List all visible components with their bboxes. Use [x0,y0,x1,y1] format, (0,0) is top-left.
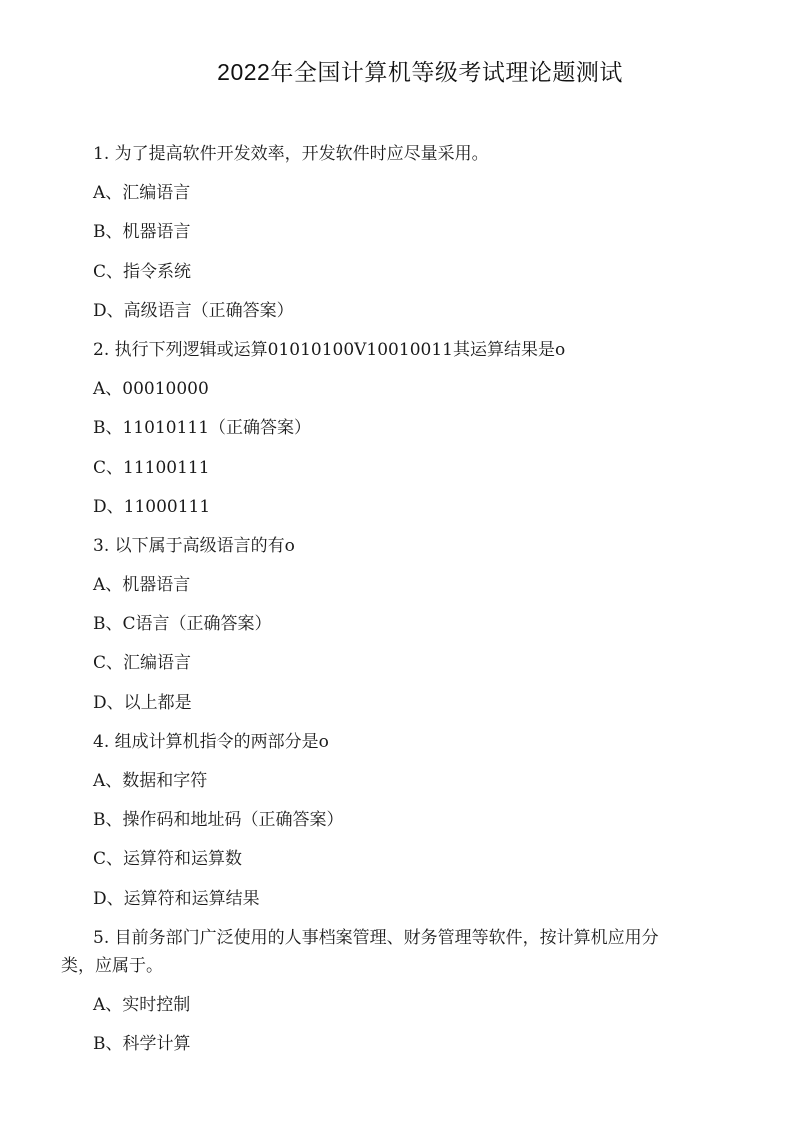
question-1-option-b: B、机器语言 [93,222,191,243]
question-5-stem-line-1: 5. 目前务部门广泛使用的人事档案管理、财务管理等软件，按计算机应用分 [93,927,659,948]
question-4-option-a: A、数据和字符 [93,771,208,791]
question-1-option-d: D、高级语言（正确答案） [93,300,294,321]
question-5-option-b: B、科学计算 [93,1033,191,1054]
question-4-option-c: C、运算符和运算数 [93,849,243,870]
question-3-option-c: C、汇编语言 [93,653,192,674]
question-3-stem: 3. 以下属于高级语言的有o [93,535,295,556]
question-1-option-a: A、汇编语言 [93,183,191,204]
question-2-stem: 2. 执行下列逻辑或运算01010100V10010011其运算结果是o [93,339,566,360]
question-2-option-b: B、11010111（正确答案） [93,418,312,439]
document-title: 2022年全国计算机等级考试理论题测试 [217,59,623,85]
question-list [61,140,733,1069]
question-4-stem: 4. 组成计算机指令的两部分是o [93,731,329,752]
question-1-option-c: C、指令系统 [93,261,192,282]
question-4-option-b: B、操作码和地址码（正确答案） [93,810,344,831]
question-5-stem [61,924,733,980]
question-2-option-a: A、00010000 [93,379,209,400]
question-5-option-a: A、实时控制 [93,994,191,1015]
question-3-option-a: A、机器语言 [93,575,191,596]
question-3-option-b: B、C语言（正确答案） [93,614,272,635]
question-1-stem: 1. 为了提高软件开发效率，开发软件时应尽量采用。 [93,144,489,164]
question-4-option-d: D、运算符和运算结果 [93,888,260,909]
question-2-option-d: D、11000111 [93,496,211,517]
question-5-stem-line-2: 类，应属于。 [61,955,163,976]
question-2-option-c: C、11100111 [93,457,210,478]
question-3-option-d: D、以上都是 [93,692,192,713]
